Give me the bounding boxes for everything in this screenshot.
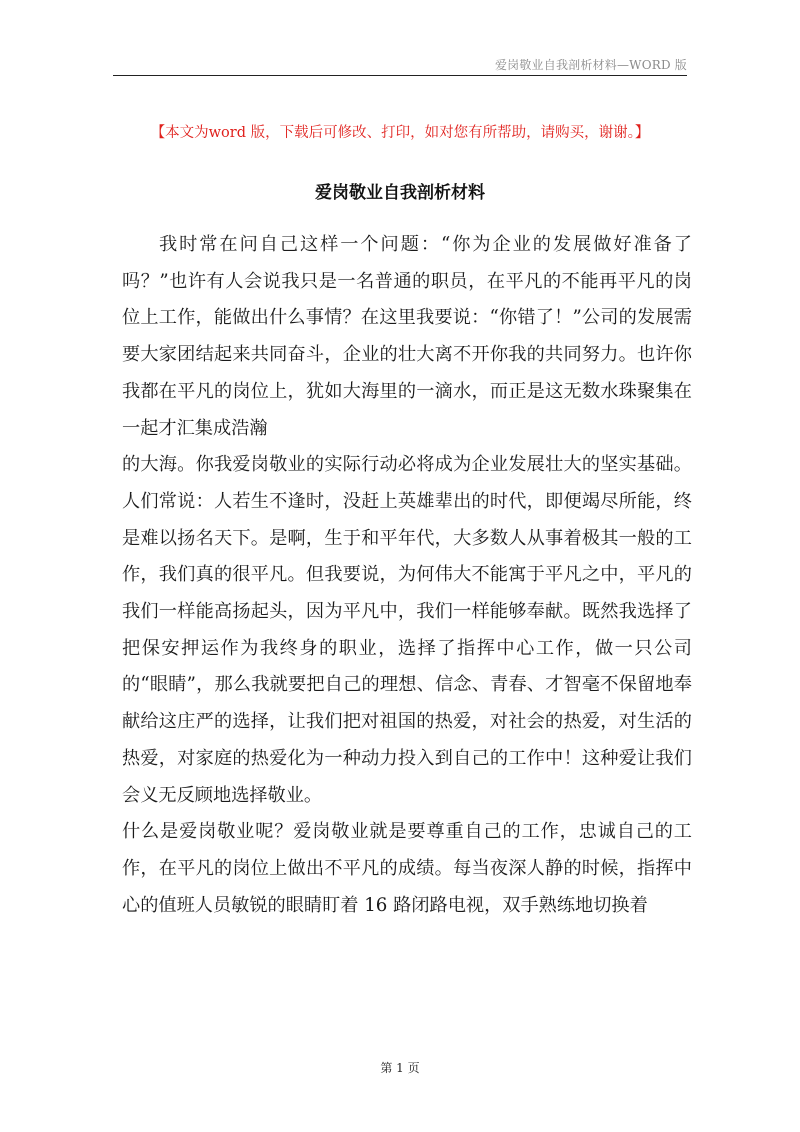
paragraph-3: 什么是爱岗敬业呢？爱岗敬业就是要尊重自己的工作，忠诚自己的工作，在平凡的岗位上做出不平凡的成绩。每当夜深人静的时候，指挥中心的值班人员敏锐的眼睛盯着 16 路闭路电视，双手熟练地切换着 <box>122 821 692 916</box>
page-number: 第 1 页 <box>380 1061 420 1075</box>
header-rule <box>113 75 687 76</box>
paragraph-1: 我时常在问自己这样一个问题：“你为企业的发展做好准备了吗？”也许有人会说我只是一名普通的职员，在平凡的不能再平凡的岗位上工作，能做出什么事情？在这里我要说：“你错了！”公司的发展需要大家团结起来共同奋斗，企业的壮大离不开你我的共同努力。也许你我都在平凡的岗位上，犹如大海里的一滴水，而正是这无数水珠聚集在一起才汇集成浩瀚 <box>122 234 692 439</box>
document-body <box>122 227 692 924</box>
running-header-title: 爱岗敬业自我剖析材料—WORD 版 <box>494 58 687 72</box>
download-notice: 【本文为word 版，下载后可修改、打印，如对您有所帮助，请购买，谢谢。】 <box>150 125 650 141</box>
document-title: 爱岗敬业自我剖析材料 <box>315 183 485 203</box>
paragraph-2: 的大海。你我爱岗敬业的实际行动必将成为企业发展壮大的坚实基础。人们常说：人若生不逢时，没赶上英雄辈出的时代，即便竭尽所能，终是难以扬名天下。是啊，生于和平年代，大多数人从事着极其一般的工作，我们真的很平凡。但我要说，为何伟大不能寓于平凡之中，平凡的我们一样能高扬起头，因为平凡中，我们一样能够奉献。既然我选择了把保安押运作为我终身的职业，选择了指挥中心工作，做一只公司的“眼睛”，那么我就要把自己的理想、信念、青春、才智毫不保留地奉献给这庄严的选择，让我们把对祖国的热爱，对社会的热爱，对生活的热爱，对家庭的热爱化为一种动力投入到自己的工作中！这种爱让我们会义无反顾地选择敬业。 <box>122 454 692 806</box>
